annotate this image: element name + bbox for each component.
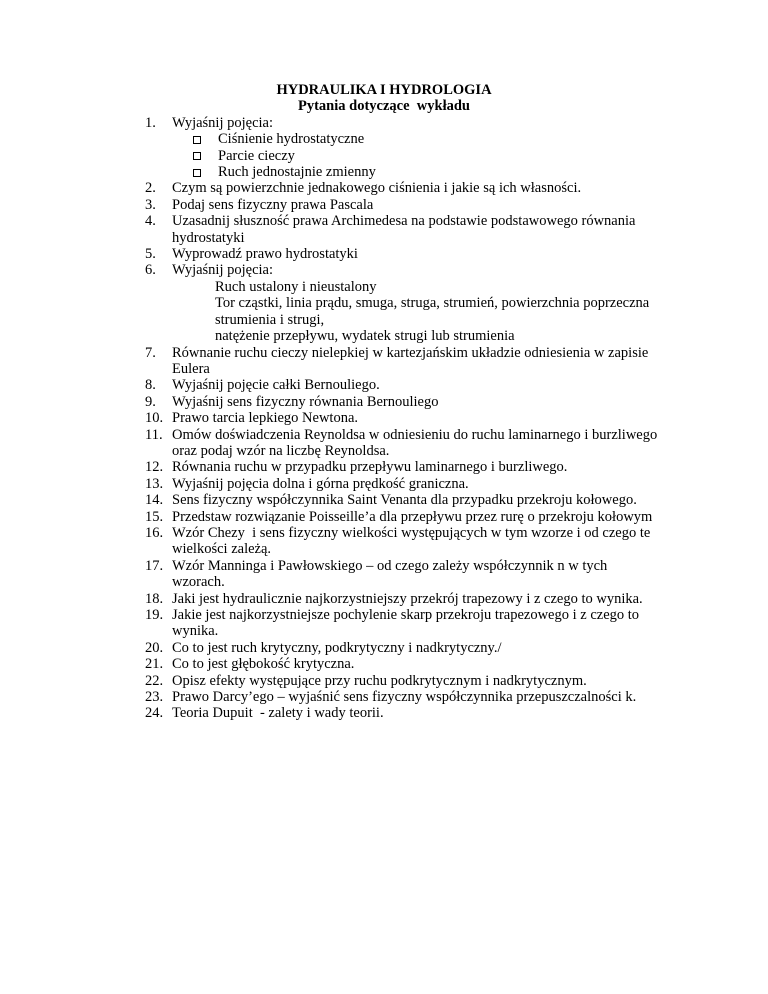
item-text: Równania ruchu w przypadku przepływu laminarnego i burzliwego.: [172, 459, 568, 476]
item-text: Opisz efekty występujące przy ruchu podkrytycznym i nadkrytycznym.: [172, 672, 587, 689]
item-paragraph: [145, 427, 728, 460]
item-text: Czym są powierzchnie jednakowego ciśnienia i jakie są ich własności.: [172, 180, 582, 197]
item-text: Jakie jest najkorzystniejsze pochylenie skarp przekroju trapezowego i z czego to wynika.: [172, 607, 640, 640]
item-text: Co to jest ruch krytyczny, podkrytyczny i nadkrytyczny./: [172, 639, 502, 656]
item-paragraph: [145, 394, 728, 410]
item-text: Wyjaśnij pojęcie całki Bernouliego.: [172, 377, 380, 394]
list-item: [145, 262, 728, 344]
item-paragraph: [145, 345, 728, 378]
list-item: [145, 591, 728, 607]
list-item: [145, 673, 728, 689]
sub-line: strumienia i strugi,: [215, 311, 325, 328]
item-number: 23.: [145, 689, 164, 706]
item-text: Wyjaśnij pojęcia dolna i górna prędkość graniczna.: [172, 475, 469, 492]
list-item: [145, 213, 728, 246]
item-paragraph: [145, 689, 728, 705]
item-number: 7.: [145, 344, 156, 361]
sub-line: Tor cząstki, linia prądu, smuga, struga, strumień, powierzchnia poprzeczna: [215, 295, 650, 312]
item-text: Sens fizyczny współczynnika Saint Venanta dla przypadku przekroju kołowego.: [172, 492, 637, 509]
item-number: 10.: [145, 410, 164, 427]
bullet-text: Parcie cieczy: [218, 147, 295, 164]
square-bullet-icon: [193, 135, 218, 144]
list-item: [145, 427, 728, 460]
item-paragraph: [145, 607, 728, 640]
item-text: Uzasadnij słuszność prawa Archimedesa na podstawie podstawowego równania hydrostatyki: [172, 213, 636, 246]
list-item: [145, 459, 728, 475]
list-item: [145, 689, 728, 705]
bullet-text: Ciśnienie hydrostatyczne: [218, 131, 365, 148]
list-item: [145, 180, 728, 196]
item-number: 6.: [145, 262, 156, 279]
item-number: 24.: [145, 705, 164, 722]
item-number: 5.: [145, 246, 156, 263]
item-paragraph: [145, 213, 728, 246]
item-paragraph: [145, 476, 728, 492]
item-number: 17.: [145, 557, 164, 574]
item-number: 9.: [145, 393, 156, 410]
item-paragraph: [145, 492, 728, 508]
item-number: 8.: [145, 377, 156, 394]
item-text: Wzór Chezy i sens fizyczny wielkości występujących w tym wzorze i od czego te wielkości zależą.: [172, 524, 651, 558]
item-text: Wyjaśnij sens fizyczny równania Bernouliego: [172, 393, 439, 410]
item-text: Prawo Darcy’ego – wyjaśnić sens fizyczny współczynnika przepuszczalności k.: [172, 689, 637, 706]
list-item: [145, 345, 728, 378]
item-paragraph: [145, 180, 728, 196]
bullet-item: [193, 148, 728, 164]
item-text: Teoria Dupuit - zalety i wady teorii.: [172, 705, 384, 722]
item-number: 15.: [145, 508, 164, 525]
item-number: 14.: [145, 492, 164, 509]
item-number: 12.: [145, 459, 164, 476]
list-item: [145, 115, 728, 181]
item-paragraph: [145, 459, 728, 475]
item-number: 2.: [145, 180, 156, 197]
item-text: Równanie ruchu cieczy nielepkiej w kartezjańskim układzie odniesienia w zapisie Eulera: [172, 344, 649, 377]
bullet-text: Ruch jednostajnie zmienny: [218, 164, 376, 181]
list-item: [145, 410, 728, 426]
item-number: 21.: [145, 656, 164, 673]
list-item: [145, 525, 728, 558]
list-item: [145, 509, 728, 525]
item-paragraph: [145, 558, 728, 591]
list-item: [145, 640, 728, 656]
item-paragraph: [145, 640, 728, 656]
bullet-item: [193, 131, 728, 147]
bullet-item: [193, 164, 728, 180]
list-item: [145, 607, 728, 640]
item-text: Omów doświadczenia Reynoldsa w odniesieniu do ruchu laminarnego i burzliwego oraz podaj wzór na liczbę Reynoldsa.: [172, 426, 658, 459]
item-text: Wyjaśnij pojęcia:: [172, 262, 273, 279]
item-text: Jaki jest hydraulicznie najkorzystniejszy przekrój trapezowy i z czego to wynika.: [172, 590, 643, 607]
item-number: 3.: [145, 196, 156, 213]
item-text: Wyjaśnij pojęcia:: [172, 114, 273, 131]
square-bullet-icon: [193, 168, 218, 177]
item-text: Wzór Manninga i Pawłowskiego – od czego zależy współczynnik n w tych wzorach.: [172, 557, 608, 591]
item-number: 13.: [145, 475, 164, 492]
list-item: [145, 197, 728, 213]
item-number: 4.: [145, 213, 156, 230]
document-subtitle: Pytania dotyczące wykładu: [298, 98, 470, 115]
square-bullet-icon: [193, 151, 218, 160]
item-paragraph: [145, 525, 728, 558]
item-paragraph: [145, 377, 728, 393]
item-number: 16.: [145, 524, 164, 541]
item-number: 19.: [145, 607, 164, 623]
item-paragraph: [145, 197, 728, 213]
list-item: [145, 656, 728, 672]
item-text: Prawo tarcia lepkiego Newtona.: [172, 410, 359, 427]
item-paragraph: [145, 262, 728, 278]
item-number: 22.: [145, 672, 164, 689]
list-item: [145, 476, 728, 492]
item-number: 11.: [145, 426, 163, 443]
item-number: 18.: [145, 590, 164, 607]
list-item: [145, 558, 728, 591]
item-paragraph: [145, 705, 728, 721]
item-number: 1.: [145, 114, 156, 131]
document-title: HYDRAULIKA I HYDROLOGIA: [276, 82, 492, 98]
item-paragraph: [145, 115, 728, 131]
list-item: [145, 377, 728, 393]
item-text: Przedstaw rozwiązanie Poisseille’a dla przepływu przez rurę o przekroju kołowym: [172, 508, 653, 525]
item-text: Wyprowadź prawo hydrostatyki: [172, 246, 358, 263]
sub-line: natężenie przepływu, wydatek strugi lub strumienia: [215, 328, 515, 345]
list-item: [145, 492, 728, 508]
item-number: 20.: [145, 639, 164, 656]
item-paragraph: [145, 591, 728, 607]
item-paragraph: [145, 673, 728, 689]
item-paragraph: [145, 246, 728, 262]
item-paragraph: [145, 509, 728, 525]
sub-line: Ruch ustalony i nieustalony: [215, 278, 377, 295]
item-paragraph: [145, 410, 728, 426]
question-list: [145, 115, 728, 722]
item-paragraph: [145, 656, 728, 672]
item-text: Podaj sens fizyczny prawa Pascala: [172, 196, 374, 213]
list-item: [145, 394, 728, 410]
list-item: [145, 246, 728, 262]
item-text: Co to jest głębokość krytyczna.: [172, 656, 355, 673]
list-item: [145, 705, 728, 721]
